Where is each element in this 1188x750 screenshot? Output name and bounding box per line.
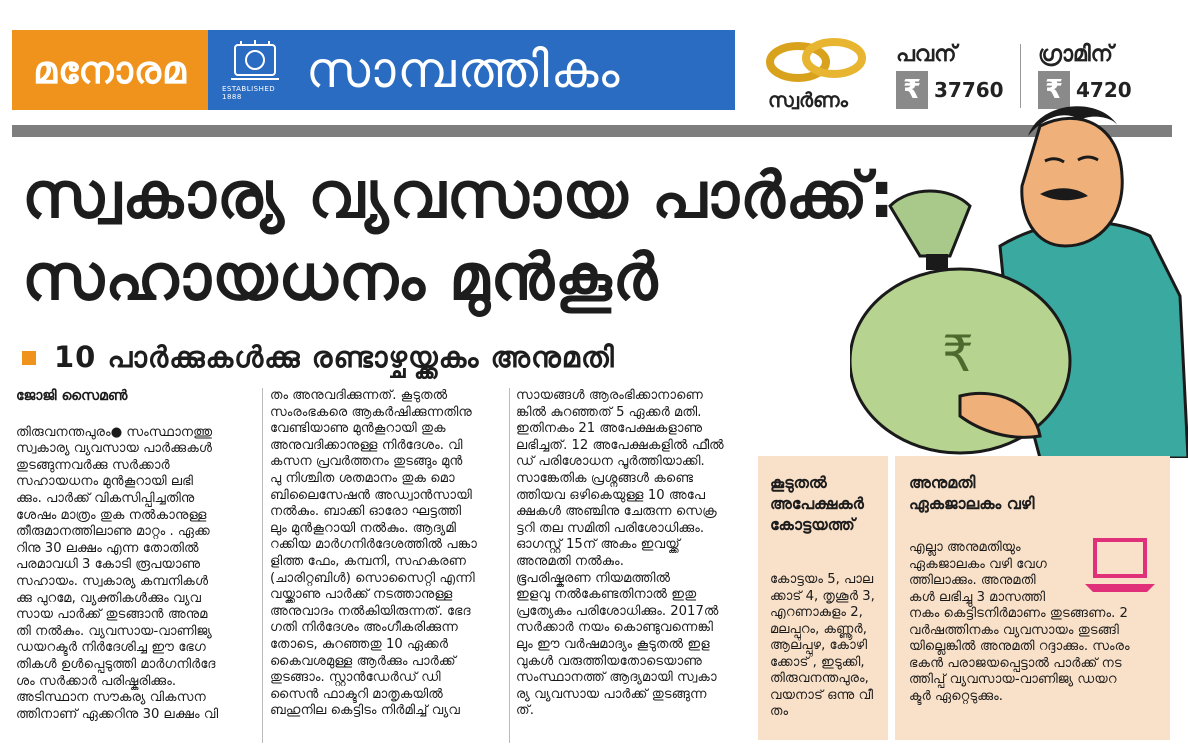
text-line: യില്ലെങ്കിൽ അനുമതി റദ്ദാക്കും. സംരം bbox=[909, 639, 1130, 654]
emblem-icon bbox=[222, 37, 288, 103]
text-line: ക്കാട് 4, തൃശൂർ 3, bbox=[770, 588, 875, 604]
headline-line: സ്വകാര്യ വ്യവസായ പാർക്ക്: bbox=[22, 159, 896, 233]
text-line: തം അനുവദിക്കുന്നത്. കൂടുതൽ bbox=[270, 388, 448, 403]
rate-value: 4720 bbox=[1076, 78, 1132, 102]
text-line: കൾ ലഭിച്ചു 3 മാസത്തി bbox=[909, 589, 1046, 605]
emblem-caption: ESTABLISHED 1888 bbox=[222, 85, 276, 101]
article-column-1 bbox=[16, 388, 256, 723]
sidebar-heading bbox=[909, 472, 1035, 514]
text-line: തം bbox=[770, 704, 789, 719]
text-line: തുടങ്ങുന്നവർക്കു സർക്കാർ bbox=[16, 457, 170, 473]
text-line: ഗതി നിർദേശം അംഗീകരിക്കുന്ന bbox=[270, 620, 458, 636]
text-line: കസന പ്രവർത്തനം തുടങ്ങും മുൻ bbox=[270, 454, 463, 470]
sidebar-body bbox=[909, 540, 1130, 705]
text-line: മലപ്പുറം, കണ്ണൂർ, bbox=[770, 621, 867, 637]
column-divider bbox=[262, 388, 263, 743]
text-line: ഡയറക്ടർ നിർദേശിച്ച ഈ ഭേഗ bbox=[16, 640, 206, 656]
text-line: വർഷത്തിനകം വ്യവസായം തുടങ്ങി bbox=[909, 622, 1119, 638]
text-line: ശം സർക്കാർ പരിഷ്കരിക്കും. bbox=[16, 673, 177, 689]
text-line: തിരുവനന്തപുരം● സംസ്ഥാനത്തു bbox=[16, 424, 213, 440]
gold-rings-icon bbox=[764, 36, 872, 86]
text-line: ലും ഈ വർഷമാദ്യം കൂടുതൽ ഇള bbox=[516, 636, 710, 652]
text-line: ലും മുൻകൂറായി നൽകും. ആദ്യമി bbox=[270, 520, 456, 536]
text-line: സഹായം. സ്വകാര്യ കമ്പനികൾ bbox=[16, 573, 209, 589]
text-line: ഡ് പരിശോധന പൂർത്തിയാക്കി. bbox=[516, 454, 705, 470]
sidebar-single-window bbox=[895, 456, 1170, 740]
article-column-3 bbox=[516, 388, 756, 720]
text-line: ത്തിപ്പ് വ്യവസായ-വാണിജ്യ ഡയറ bbox=[909, 672, 1117, 687]
sidebar-heading bbox=[770, 472, 864, 535]
rate-label: ഗ്രാമിന് bbox=[1038, 42, 1114, 67]
text-line: ബഹുനില കെട്ടിടം നിർമിച്ച് വ്യവ bbox=[270, 703, 460, 719]
text-line: ക്കോട് , ഇടുക്കി, bbox=[770, 654, 865, 670]
gold-label: സ്വർണം bbox=[768, 88, 848, 112]
rupee-icon: ₹ bbox=[896, 71, 928, 109]
text-line: ഭൂപരിഷ്കരണ നിയമത്തിൽ bbox=[516, 570, 671, 586]
text-line: (ചാരിറ്റബിൾ) സൊസൈറ്റി എന്നി bbox=[270, 570, 475, 586]
text-line: എല്ലാ അനുമതിയും bbox=[909, 540, 1021, 555]
text-line: ഓഗസ്റ്റ് 15ന് അകം ഇവയ്ക്ക് bbox=[516, 537, 680, 553]
text-line: അടിസ്ഥാന സൗകര്യ വികസന bbox=[16, 690, 206, 706]
text-line: തികൾ ഉൾപ്പെടുത്തി മാർഗനിർദേ bbox=[16, 656, 216, 672]
text-line: ശേഷം മാത്രം തുക നൽകാനുള്ള bbox=[16, 507, 207, 523]
text-line: തിരുവനന്തപുരം, bbox=[770, 671, 869, 686]
text-line: റക്കിയ മാർഗനിർദേശത്തിൽ പങ്കാ bbox=[270, 537, 477, 553]
text-line: ബിലൈസേഷൻ അഡ്വാൻസായി bbox=[270, 487, 472, 503]
text-line: റിനു 30 ലക്ഷം എന്ന തോതിൽ bbox=[16, 540, 199, 556]
section-title: സാമ്പത്തികം bbox=[306, 40, 622, 99]
text-line: തി നൽകും. വ്യവസായ-വാണിജ്യ bbox=[16, 623, 212, 639]
text-line: ലഭിച്ചത്. 12 അപേക്ഷകളിൽ ഫീൽ bbox=[516, 437, 724, 453]
brand-name: മനോരമ bbox=[33, 47, 187, 92]
masthead bbox=[12, 30, 735, 110]
text-line: ര്യ വ്യവസായ പാർക്ക് തുടങ്ങുന്ന bbox=[516, 686, 707, 702]
text-line: ക്കും. പാർക്ക് വികസിപ്പിച്ചതിനു bbox=[16, 490, 195, 506]
text-line: നകം കെട്ടിടനിർമാണം തുടങ്ങണം. 2 bbox=[909, 606, 1128, 621]
rupee-icon: ₹ bbox=[1038, 71, 1070, 109]
text-line: ഇതിനകം 21 അപേക്ഷകളാണു bbox=[516, 421, 703, 437]
text-line: ട്ടറി തല സമിതി പരിശോധിക്കും. bbox=[516, 520, 705, 536]
text-line: അനുവാദം നൽകിയിരുന്നത്. ഭേദ bbox=[270, 603, 471, 619]
rate-label: പവന് bbox=[896, 42, 957, 67]
headline-line: സഹായധനം മുൻകൂർ bbox=[22, 241, 659, 315]
text-line: ഇളവു നൽകേണ്ടതിനാൽ ഇതു bbox=[516, 587, 697, 603]
sidebar-heading-line: കൂടുതൽ bbox=[770, 473, 827, 492]
text-line: ഏകജാലകം വഴി വേഗ bbox=[909, 556, 1047, 572]
text-line: വുകൾ വരുത്തിയതോടെയാണു bbox=[516, 653, 703, 669]
text-line: ത്. bbox=[516, 703, 534, 719]
subheadline bbox=[22, 340, 615, 375]
text-line: അനുമതി നൽകും. bbox=[516, 553, 624, 569]
text-line: സഹായധനം മുൻകൂറായി ലഭി bbox=[16, 474, 193, 490]
text-line: ത്തിനാണ് ഏക്കറിനു 30 ലക്ഷം വി bbox=[16, 706, 219, 722]
article-column-2 bbox=[270, 388, 505, 720]
text-line: ളിത്ത ഫേം, കമ്പനി, സഹകരണ bbox=[270, 553, 467, 569]
text-line: ത്തിയവ ഒഴികെയുള്ള 10 അപേ bbox=[516, 487, 706, 503]
text-line: തുടങ്ങാം. സ്റ്റാൻഡേർഡ് ഡി bbox=[270, 670, 441, 686]
text-line: അനുവദിക്കാനുള്ള നിർദേശം. വി bbox=[270, 437, 463, 453]
text-line: പു നിശ്ചിത ശതമാനം തുക മൊ bbox=[270, 470, 455, 486]
text-line: കോട്ടയം 5, പാല bbox=[770, 572, 874, 587]
text-line: എറണാകുളം 2, bbox=[770, 605, 863, 620]
sidebar-body bbox=[770, 572, 875, 721]
text-line: ക്ടർ ഏറ്റെടുക്കും. bbox=[909, 688, 1003, 704]
text-line: വേണ്ടിയാണു മുൻകൂറായി തുക bbox=[270, 421, 446, 437]
sidebar-heading-line: ഏകജാലകം വഴി bbox=[909, 494, 1035, 513]
text-line: സാങ്കേതിക പ്രശ്നങ്ങൾ കണ്ടെ bbox=[516, 470, 694, 486]
text-line: സ്വകാര്യ വ്യവസായ പാർക്കുകൾ bbox=[16, 441, 213, 457]
column-divider bbox=[509, 388, 510, 743]
text-line: തീരുമാനത്തിലാണു മാറ്റം . ഏക്ക bbox=[16, 524, 210, 540]
text-line: പരമാവധി 3 കോടി രൂപയാണു bbox=[16, 557, 201, 573]
section-banner bbox=[208, 30, 735, 110]
text-line: ത്തിലാക്കും. അനുമതി bbox=[909, 573, 1036, 588]
text-line: വയ്ക്കാണു പാർക്ക് നടത്താനുള്ള bbox=[270, 587, 453, 603]
text-line: ക്ഷകൾ അഞ്ചിനു ചേരുന്ന സെക്ര bbox=[516, 504, 717, 520]
text-line: സായ പാർക്ക് തുടങ്ങാൻ അനുമ bbox=[16, 607, 208, 623]
brand-logo[interactable] bbox=[12, 30, 208, 110]
byline: ജോജി സൈമൺ bbox=[16, 388, 128, 404]
bullet-square-icon bbox=[22, 351, 36, 365]
sidebar-heading-line: അനുമതി bbox=[909, 473, 976, 492]
sidebar-heading-line: അപേക്ഷകർ bbox=[770, 494, 864, 513]
sidebar-more-applicants bbox=[758, 456, 888, 740]
text-line: വയനാട് ഒന്നു വീ bbox=[770, 687, 874, 703]
svg-text:₹: ₹ bbox=[942, 325, 974, 383]
rate-value: 37760 bbox=[934, 78, 1004, 102]
text-line: സംരംഭകരെ ആകർഷിക്കുന്നതിനു bbox=[270, 404, 472, 420]
text-line: ക്കു പുറമേ, വ്യക്തികൾക്കും വ്യവ bbox=[16, 590, 202, 606]
text-line: കൈവശമുള്ള ആർക്കും പാർക്ക് bbox=[270, 653, 456, 669]
text-line: നൽകും. ബാക്കി ഓരോ ഘട്ടത്തി bbox=[270, 504, 462, 520]
headline bbox=[22, 155, 922, 319]
text-line: സൈൻ ഫാക്ടറി മാതൃകയിൽ bbox=[270, 686, 443, 702]
text-line: ആലപ്പുഴ, കോഴി bbox=[770, 638, 868, 653]
text-line: സായങ്ങൾ ആരംഭിക്കാനാണെ bbox=[516, 388, 703, 403]
text-line: സർക്കാർ നയം കൊണ്ടുവന്നെങ്കി bbox=[516, 620, 714, 636]
subheadline-text: 10 പാർക്കുകൾക്കു രണ്ടാഴ്ചയ്ക്കകം അനുമതി bbox=[54, 340, 615, 374]
text-line: ഭകൻ പരാജയപ്പെട്ടാൽ പാർക്ക് നട bbox=[909, 655, 1122, 671]
text-line: തോടെ, കുറഞ്ഞതു 10 ഏക്കർ bbox=[270, 636, 449, 652]
text-line: സംസ്ഥാനത്ത് ആദ്യമായി സ്വകാ bbox=[516, 670, 717, 686]
sidebar-heading-line: കോട്ടയത്ത് bbox=[770, 515, 855, 534]
text-line: പ്രത്യേകം പരിശോധിക്കും. 2017ൽ bbox=[516, 603, 719, 619]
text-line: ങ്കിൽ കുറഞ്ഞത് 5 ഏക്കർ മതി. bbox=[516, 404, 702, 420]
